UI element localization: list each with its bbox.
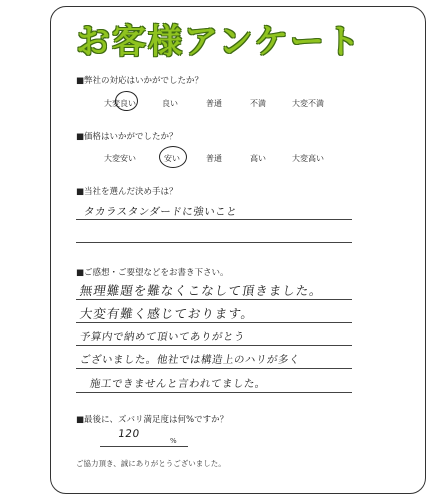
service-selected-circle: [115, 91, 138, 111]
footer-thanks: ご協力頂き、誠にありがとうございました。: [76, 459, 226, 468]
answer-line: [76, 392, 352, 393]
comment-line: 予算内で納めて頂いてありがとう: [79, 331, 246, 343]
survey-title: お客様アンケート: [76, 22, 362, 62]
price-option-very-cheap[interactable]: 大変安い: [104, 154, 136, 163]
deciding-factor-answer: タカラスタンダードに強いこと: [83, 206, 239, 218]
service-option-normal[interactable]: 普通: [206, 99, 222, 108]
service-option-good[interactable]: 良い: [162, 99, 178, 108]
answer-line: [76, 299, 352, 300]
answer-line: [76, 322, 352, 323]
question-satisfaction: ■最後に、ズバリ満足度は何%ですか？: [76, 415, 229, 425]
answer-line: [76, 219, 352, 220]
question-deciding-factor: ■当社を選んだ決め手は？: [76, 187, 178, 197]
question-service: ■弊社の対応はいかがでしたか？: [76, 76, 204, 86]
comment-line: 無理難題を難なくこなして頂きました。: [78, 283, 324, 298]
question-price: ■価格はいかがでしたか？: [76, 132, 178, 142]
service-option-very-good[interactable]: 大変良い: [104, 99, 136, 108]
answer-line: [76, 242, 352, 243]
satisfaction-unit: %: [170, 437, 177, 445]
comment-line: 大変有難く感じております。: [78, 306, 256, 321]
price-option-normal[interactable]: 普通: [206, 154, 222, 163]
question-comments: ■ご感想・ご要望などをお書き下さい。: [76, 268, 229, 278]
price-selected-circle: [159, 146, 187, 168]
answer-line: [76, 368, 352, 369]
satisfaction-line: [100, 446, 188, 447]
price-option-very-expensive[interactable]: 大変高い: [292, 154, 324, 163]
service-option-dissatisfied[interactable]: 不満: [250, 99, 266, 108]
comment-line: ございました。他社では構造上のハリが多く: [79, 354, 301, 366]
service-option-very-dissatisfied[interactable]: 大変不満: [292, 99, 324, 108]
satisfaction-value: 120: [117, 428, 141, 440]
price-option-cheap[interactable]: 安い: [164, 154, 180, 163]
price-option-expensive[interactable]: 高い: [250, 154, 266, 163]
comment-line: 施工できませんと言われてました。: [89, 378, 267, 390]
answer-line: [76, 345, 352, 346]
